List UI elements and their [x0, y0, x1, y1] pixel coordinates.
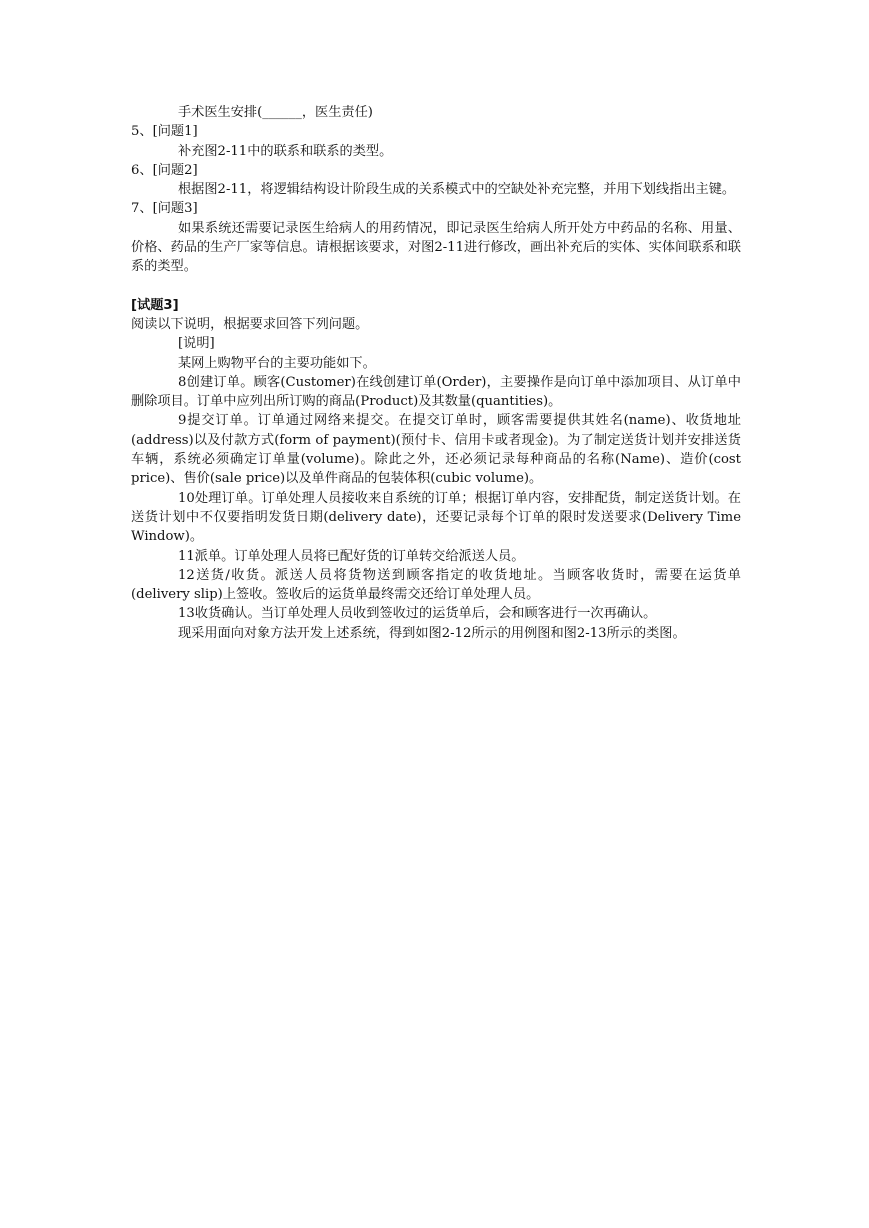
- surgery-arrangement-line: 手术医生安排(______，医生责任): [178, 105, 373, 120]
- question-7-text: 如果系统还需要记录医生给病人的用药情况，即记录医生给病人所开处方中药品的名称、用量、价格、药品的生产厂家等信息。请根据该要求，对图2-11进行修改，画出补充后的实体、实体间联系和联系的类型。: [131, 220, 741, 275]
- question-5-label: 5、[问题1]: [131, 124, 198, 140]
- exam-question-3-heading: [试题3]: [131, 297, 179, 313]
- paragraph-dispatch: 11派单。订单处理人员将已配好货的订单转交给派送人员。: [178, 548, 525, 564]
- question-6-label: 6、[问题2]: [131, 162, 198, 178]
- question-7-label: 7、[问题3]: [131, 201, 198, 217]
- description-label: [说明]: [178, 336, 215, 352]
- paragraph-receipt-confirm: 13收货确认。当订单处理人员收到签收过的运货单后，会和顾客进行一次再确认。: [178, 606, 657, 622]
- platform-overview: 某网上购物平台的主要功能如下。: [178, 355, 376, 371]
- paragraph-delivery: 12送货/收货。派送人员将货物送到顾客指定的收货地址。当顾客收货时，需要在运货单(delivery slip)上签收。签收后的运货单最终需交还给订单处理人员。: [131, 567, 741, 603]
- paragraph-final-method: 现采用面向对象方法开发上述系统，得到如图2-12所示的用例图和图2-13所示的类图。: [178, 625, 686, 641]
- paragraph-create-order: 8创建订单。顾客(Customer)在线创建订单(Order)，主要操作是向订单中添加项目、从订单中删除项目。订单中应列出所订购的商品(Product)及其数量(quantities)。: [131, 374, 741, 410]
- question-5-text: 补充图2-11中的联系和联系的类型。: [178, 143, 393, 159]
- exam-question-3-intro: 阅读以下说明，根据要求回答下列问题。: [131, 316, 369, 332]
- paragraph-submit-order: 9提交订单。订单通过网络来提交。在提交订单时，顾客需要提供其姓名(name)、收货地址(address)以及付款方式(form of payment)(预付卡、信用卡或者现金)。为了制定送货计划并安排送货车辆，系统必须确定订单量(volume)。除此之外，还必须记录每种商品的名称(Name)、造价(cost price)、售价(sale price)以及单件商品的包装体积(cubic volume)。: [131, 413, 741, 487]
- document-page: [131, 103, 741, 643]
- paragraph-process-order: 10处理订单。订单处理人员接收来自系统的订单；根据订单内容，安排配货，制定送货计划。在送货计划中不仅要指明发货日期(delivery date)，还要记录每个订单的限时发送要求(Delivery Time Window)。: [131, 490, 741, 545]
- question-6-text: 根据图2-11，将逻辑结构设计阶段生成的关系模式中的空缺处补充完整，并用下划线指出主键。: [178, 182, 736, 198]
